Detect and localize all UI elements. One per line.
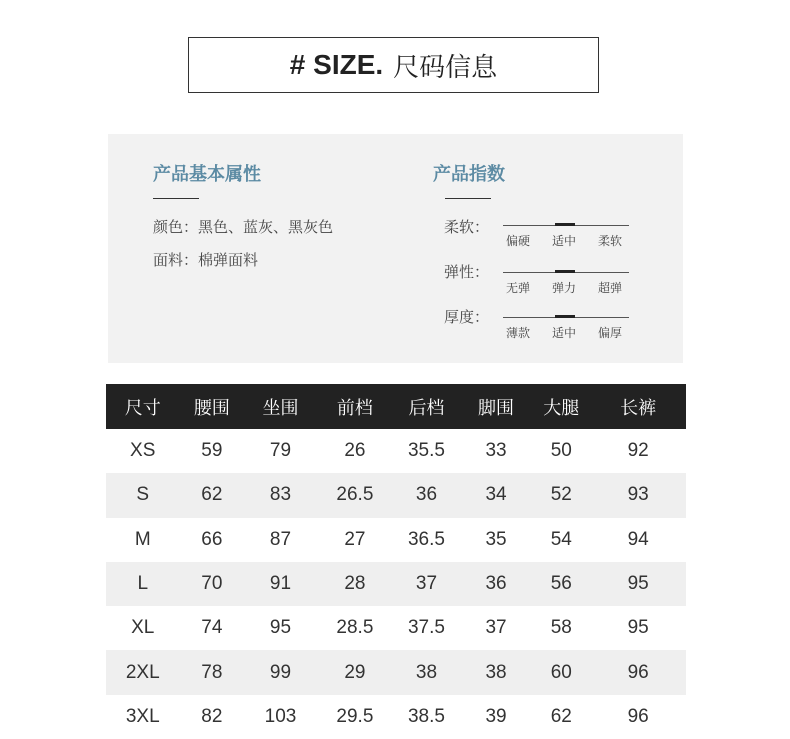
index-thickness-marker: [555, 315, 575, 318]
basic-attributes-title: 产品基本属性: [153, 164, 261, 185]
table-cell: 29.5: [336, 705, 374, 727]
table-cell: 87: [269, 528, 292, 550]
table-cell: 82: [201, 705, 223, 727]
table-cell: 28.5: [336, 617, 374, 639]
table-cell: 37: [485, 617, 507, 639]
table-row: [106, 518, 686, 562]
index-thickness-option: 适中: [552, 326, 577, 340]
table-cell: 33: [485, 440, 507, 462]
table-cell: 96: [627, 661, 649, 683]
table-cell: 52: [550, 484, 572, 506]
table-cell: 26.5: [336, 484, 374, 506]
index-softness-label: 柔软：: [444, 218, 490, 236]
table-cell: 2XL: [125, 661, 160, 683]
product-index-underline: [445, 198, 491, 199]
table-cell: XS: [130, 440, 156, 462]
table-cell: 62: [550, 705, 572, 727]
table-row: [106, 429, 686, 473]
table-cell: 59: [201, 440, 223, 462]
table-cell: 39: [485, 705, 507, 727]
table-cell: 58: [550, 617, 572, 639]
table-cell: 34: [485, 484, 507, 506]
index-softness-option: 柔软: [598, 234, 623, 248]
table-row: [106, 695, 686, 739]
product-index-title: 产品指数: [433, 164, 505, 185]
table-cell: 36.5: [407, 528, 445, 550]
table-cell: 74: [201, 617, 223, 639]
table-header-row: [106, 384, 686, 429]
table-cell: 96: [627, 705, 649, 727]
table-cell: 27: [344, 528, 366, 550]
table-header-cell: 大腿: [543, 397, 580, 419]
table-cell: 83: [269, 484, 292, 506]
table-cell: 37: [415, 573, 438, 595]
table-cell: 62: [201, 484, 223, 506]
index-thickness-option: 偏厚: [598, 326, 623, 340]
index-softness-option: 适中: [552, 234, 577, 248]
table-cell: 54: [550, 528, 572, 550]
index-elasticity-option: 无弹: [506, 281, 531, 295]
size-table: [106, 384, 686, 739]
title-chinese: 尺码信息: [393, 52, 498, 83]
table-cell: 50: [550, 440, 572, 462]
index-thickness-option: 薄款: [506, 326, 531, 340]
table-header-cell: 尺寸: [124, 397, 161, 419]
table-cell: 66: [201, 528, 223, 550]
table-cell: 93: [627, 484, 649, 506]
index-softness-option: 偏硬: [506, 234, 531, 248]
table-cell: 94: [627, 528, 649, 550]
index-elasticity-marker: [555, 270, 575, 273]
table-cell: 78: [201, 661, 223, 683]
table-cell: 79: [269, 440, 292, 462]
table-cell: 103: [264, 705, 297, 727]
table-cell: 95: [627, 617, 649, 639]
index-elasticity-option: 超弹: [598, 281, 623, 295]
table-row: [106, 606, 686, 650]
index-elasticity-option: 弹力: [552, 281, 577, 295]
index-softness-marker: [555, 223, 575, 226]
table-cell: 70: [201, 573, 223, 595]
table-cell: 95: [627, 573, 649, 595]
table-cell: 3XL: [125, 705, 160, 727]
table-cell: 28: [344, 573, 366, 595]
title-english: # SIZE.: [289, 49, 384, 80]
table-cell: 38.5: [407, 705, 445, 727]
table-cell: 29: [344, 661, 366, 683]
basic-attributes-underline: [153, 198, 199, 199]
table-row: [106, 562, 686, 606]
table-header-cell: 前档: [336, 397, 373, 419]
table-cell: 36: [415, 484, 438, 506]
table-cell: 35.5: [407, 440, 445, 462]
table-cell: S: [136, 484, 150, 506]
table-cell: 26: [344, 440, 366, 462]
size-title-box: [188, 37, 599, 93]
table-header-cell: 脚围: [478, 397, 515, 419]
table-cell: M: [134, 528, 151, 550]
table-cell: 56: [550, 573, 572, 595]
table-cell: 35: [485, 528, 507, 550]
table-cell: XL: [131, 617, 155, 639]
table-cell: 92: [627, 440, 649, 462]
table-row: [106, 650, 686, 694]
table-cell: 38: [485, 661, 507, 683]
table-header-cell: 长裤: [620, 397, 657, 419]
attr-color: 颜色：黑色、蓝灰、黑灰色: [153, 218, 334, 236]
index-elasticity-label: 弹性：: [444, 263, 490, 281]
table-cell: 95: [269, 617, 292, 639]
table-cell: 99: [269, 661, 292, 683]
table-cell: 91: [269, 573, 292, 595]
table-cell: 37.5: [407, 617, 445, 639]
table-cell: L: [137, 573, 149, 595]
table-header-cell: 坐围: [262, 397, 299, 419]
table-cell: 60: [550, 661, 572, 683]
product-info-panel: [108, 134, 683, 363]
table-cell: 38: [415, 661, 438, 683]
index-thickness-label: 厚度：: [444, 308, 490, 326]
table-header-cell: 腰围: [193, 397, 230, 419]
table-header-cell: 后档: [408, 397, 445, 419]
attr-fabric: 面料：棉弹面料: [153, 251, 259, 269]
table-row: [106, 473, 686, 517]
table-cell: 36: [485, 573, 507, 595]
